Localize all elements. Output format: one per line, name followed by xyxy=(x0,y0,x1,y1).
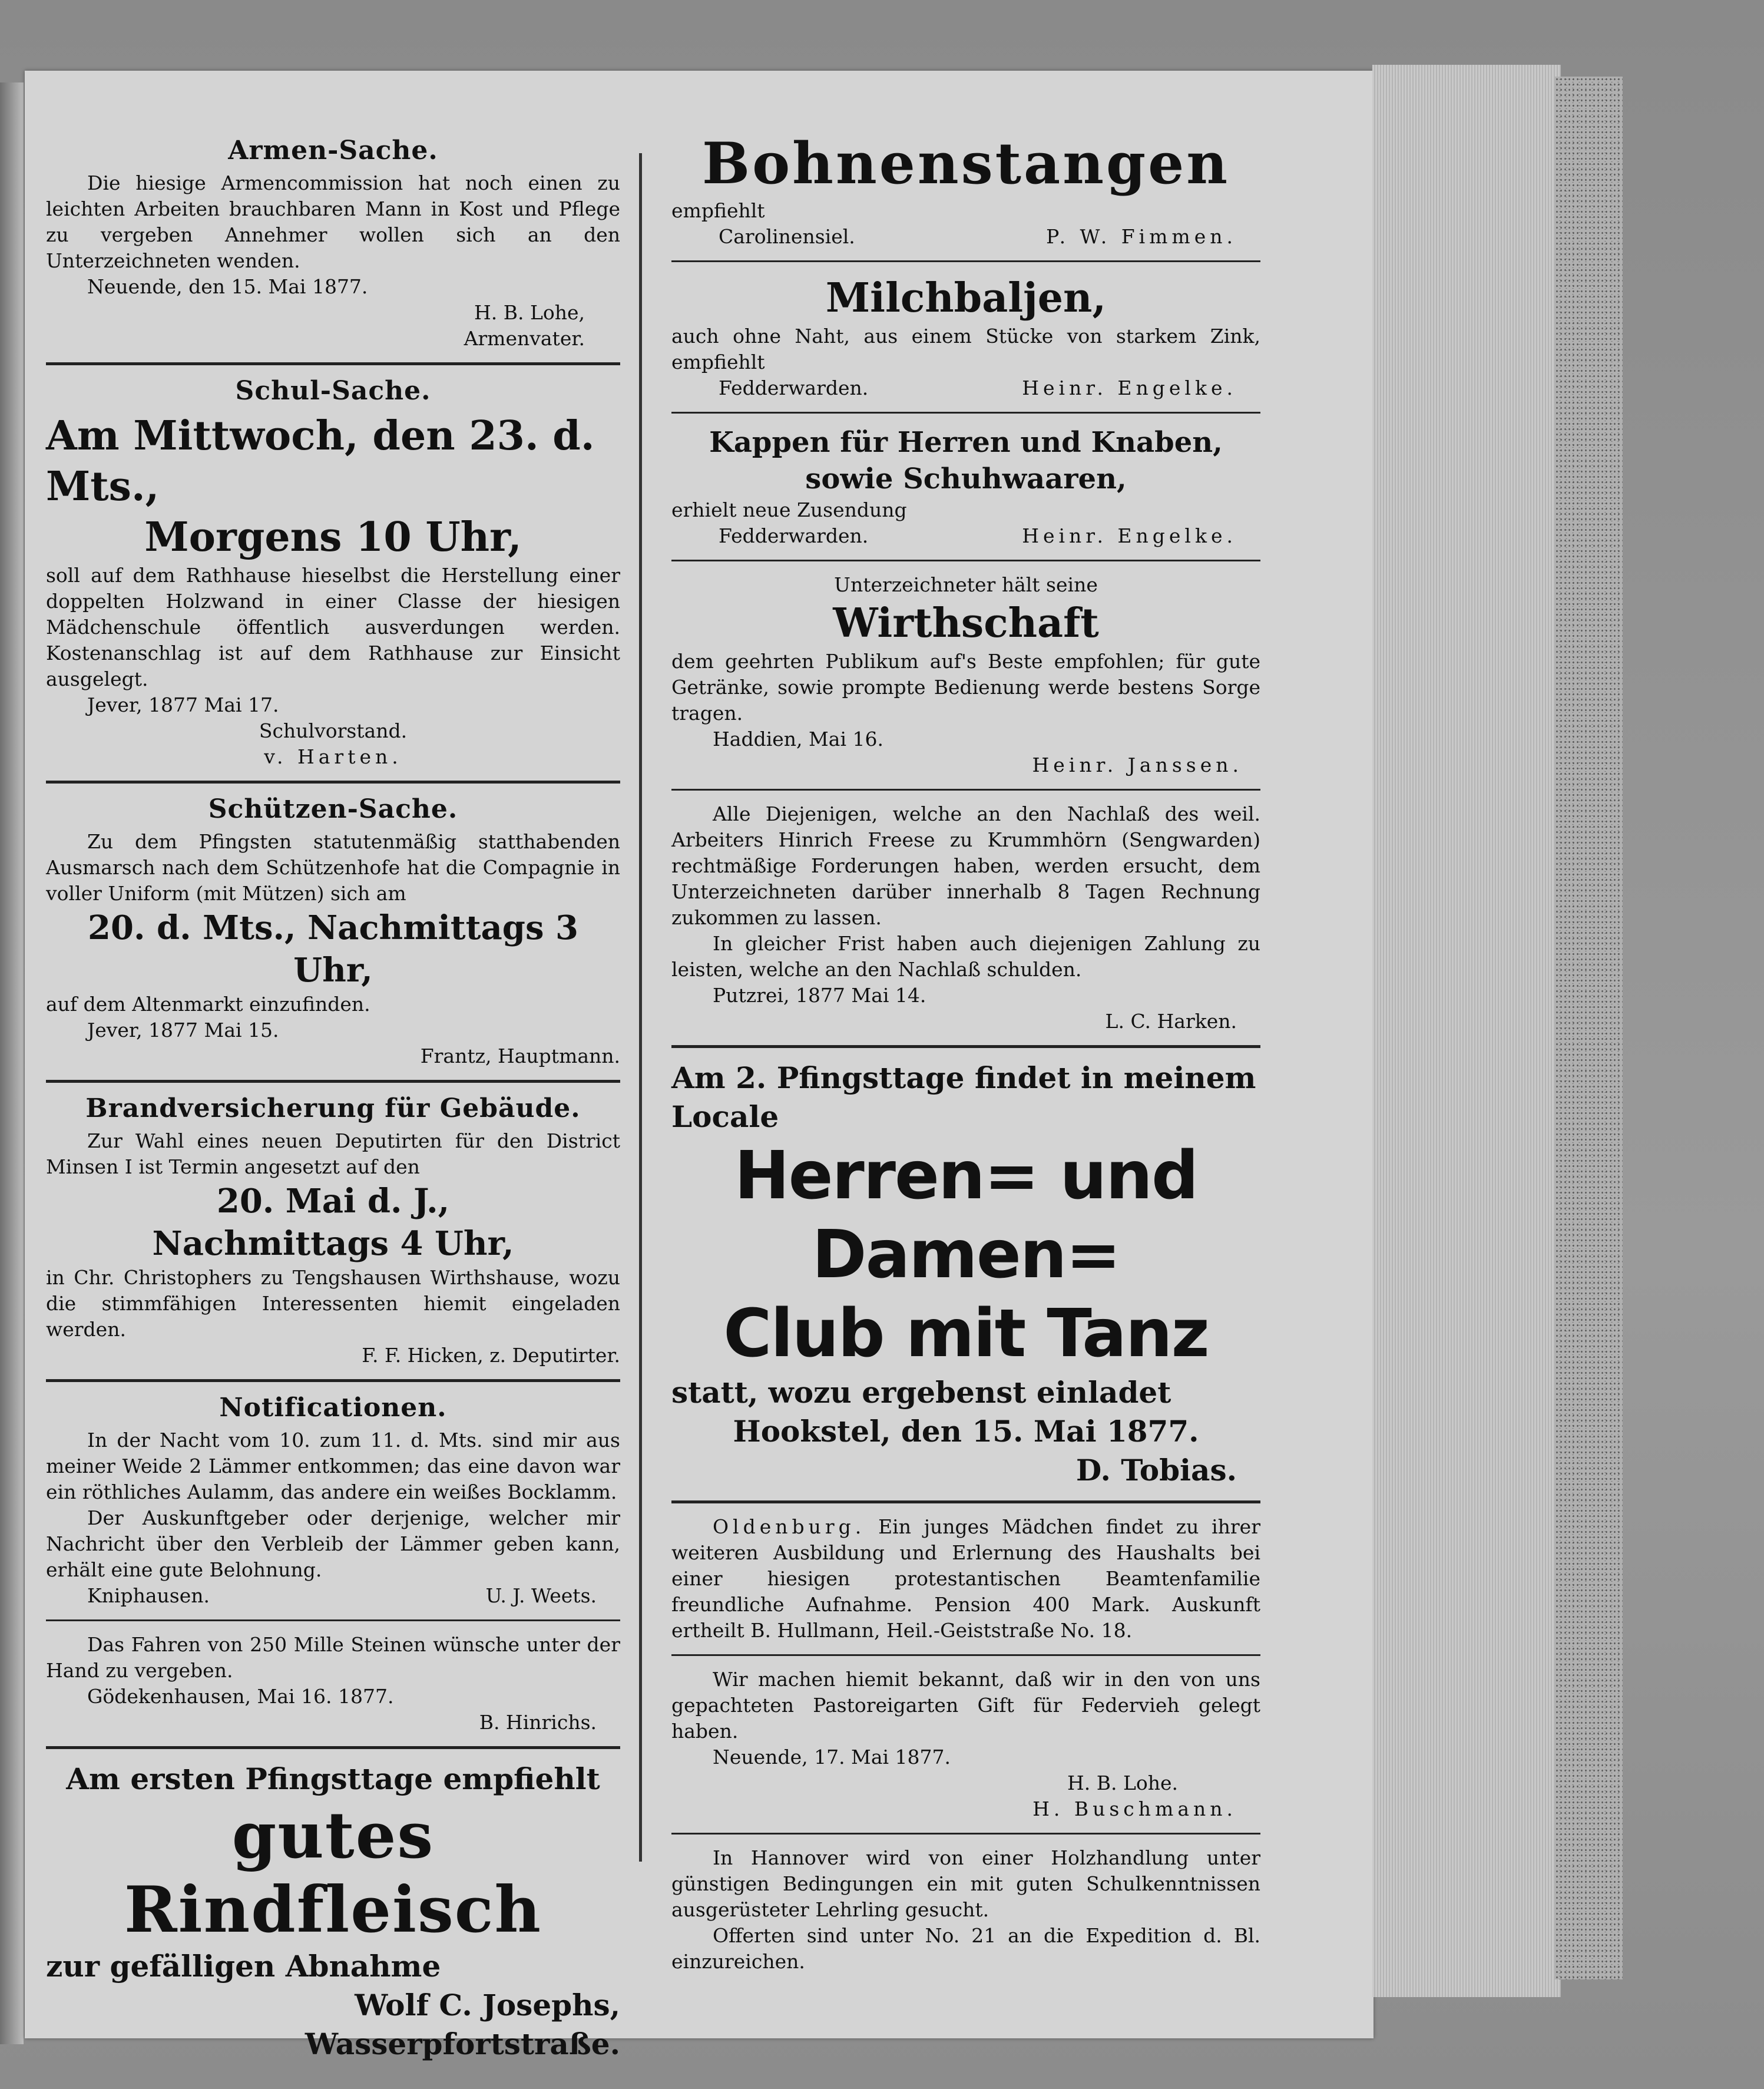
ad-line: Am 2. Pfingsttage findet in meinem Locale xyxy=(671,1060,1256,1134)
ad-wirthschaft xyxy=(671,572,1260,778)
ad-headline: sowie Schuhwaaren, xyxy=(805,462,1127,495)
ad-body: In Hannover wird von einer Holzhandlung unter günstigen Bedingungen ein mit guten Schulkenntnissen ausgerüsteter Lehrling gesucht. xyxy=(671,1846,1260,1921)
ad-signer: B. Hinrichs. xyxy=(479,1711,597,1734)
ad-body: in Chr. Christophers zu Tengshausen Wirthshause, wozu die stimmfähigen Interessenten hiemit eingeladen werden. xyxy=(46,1266,620,1341)
rule xyxy=(46,1619,620,1621)
rule xyxy=(46,1080,620,1083)
ad-signer: Heinr. Engelke. xyxy=(1022,524,1237,547)
ad-body: Zur Wahl eines neuen Deputirten für den District Minsen I ist Termin angesetzt auf den xyxy=(46,1129,620,1178)
ad-place: Fedderwarden. xyxy=(719,376,869,399)
ad-place-date: Neuende, 17. Mai 1877. xyxy=(713,1746,951,1769)
ad-body: soll auf dem Rathhause hieselbst die Herstellung einer doppelten Holzwand in einer Classe der hiesigen Mädchenschule öffentlich ausverdungen werden. Kostenanschlag ist auf dem Rathhause zur Einsicht ausgelegt. xyxy=(46,564,620,690)
ad-signature-line xyxy=(46,1583,620,1609)
ad-body: In der Nacht vom 10. zum 11. d. Mts. sind mir aus meiner Weide 2 Lämmer entkommen; das eine davon war ein röthliches Aulamm, das andere ein weißes Bocklamm. xyxy=(46,1429,620,1503)
ad-body: Die hiesige Armencommission hat noch einen zu leichten Arbeiten brauchbaren Mann in Kost und Pflege zu vergeben Annehmer wollen sich an den Unterzeichneten wenden. xyxy=(46,171,620,272)
previous-page-edge xyxy=(0,82,24,2044)
ad-place-date: Neuende, den 15. Mai 1877. xyxy=(87,275,368,298)
ad-place-date: Gödekenhausen, Mai 16. 1877. xyxy=(87,1685,394,1708)
rule xyxy=(46,781,620,784)
ad-signer: F. F. Hicken, z. Deputirter. xyxy=(362,1344,620,1367)
ad-line: statt, wozu ergebenst einladet xyxy=(671,1375,1171,1410)
ad-title: Brandversicherung für Gebäude. xyxy=(85,1093,581,1123)
ad-body: auch ohne Naht, aus einem Stücke von starkem Zink, empfiehlt xyxy=(671,325,1260,373)
ad-signer: v. Harten. xyxy=(264,745,402,768)
ad-schuetzen xyxy=(46,794,620,1069)
ad-place-date: Hookstel, den 15. Mai 1877. xyxy=(733,1414,1199,1449)
ad-signature-line xyxy=(671,224,1260,250)
ad-steine xyxy=(46,1632,620,1736)
ad-rindfleisch xyxy=(46,1760,620,2064)
ad-body: auf dem Altenmarkt einzufinden. xyxy=(46,993,370,1016)
ad-title: Notificationen. xyxy=(219,1393,447,1423)
ad-hannover xyxy=(671,1845,1260,1975)
rule xyxy=(46,1379,620,1382)
ad-signer-role: Armenvater. xyxy=(464,327,585,350)
ad-title: Schützen-Sache. xyxy=(208,794,458,824)
ad-body: dem geehrten Publikum auf's Beste empfohlen; für gute Getränke, sowie prompte Bedienung werde bestens Sorge tragen. xyxy=(671,650,1260,725)
rule xyxy=(671,1654,1260,1656)
ad-headline: Kappen für Herren und Knaben, xyxy=(709,426,1223,459)
ad-gift xyxy=(671,1667,1260,1822)
ad-place-date: Jever, 1877 Mai 17. xyxy=(87,693,279,716)
ad-club xyxy=(671,1059,1260,1490)
column-divider xyxy=(639,153,642,1862)
rule xyxy=(671,560,1260,561)
ad-body: Das Fahren von 250 Mille Steinen wünsche unter der Hand zu vergeben. xyxy=(46,1633,620,1682)
ad-signer-address: Wasserpfortstraße. xyxy=(305,2027,620,2061)
ad-headline: Am Mittwoch, den 23. d. Mts., xyxy=(46,412,595,510)
ad-headline: 20. Mai d. J., xyxy=(216,1182,450,1221)
right-column xyxy=(671,130,1260,1975)
ad-armen xyxy=(46,135,620,352)
rule xyxy=(671,412,1260,414)
rule xyxy=(671,1045,1260,1048)
ad-brand xyxy=(46,1093,620,1369)
ad-line: zur gefälligen Abnahme xyxy=(46,1949,441,1984)
ad-body xyxy=(671,1514,1260,1644)
ad-signer: H. B. Lohe. xyxy=(1067,1771,1178,1794)
rule xyxy=(671,260,1260,262)
rule xyxy=(46,1746,620,1749)
ad-place: Fedderwarden. xyxy=(719,524,869,547)
book-cover-edge xyxy=(1555,77,1623,1979)
ad-headline: Herren= und Damen= xyxy=(734,1138,1198,1293)
ad-headline: gutes Rindfleisch xyxy=(124,1799,542,1947)
ad-title: Milchbaljen, xyxy=(825,275,1107,322)
ad-title: Schul-Sache. xyxy=(235,376,431,406)
ad-schul xyxy=(46,376,620,770)
ad-body: Wir machen hiemit bekannt, daß wir in den von uns gepachteten Pastoreigarten Gift für Federvieh gelegt haben. xyxy=(671,1668,1260,1743)
ad-line: empfiehlt xyxy=(671,199,765,222)
ad-title: Armen-Sache. xyxy=(228,135,438,166)
ad-place: Kniphausen. xyxy=(87,1584,210,1607)
ad-signer: Frantz, Hauptmann. xyxy=(420,1044,620,1067)
ad-body: Der Auskunftgeber oder derjenige, welcher mir Nachricht über den Verbleib der Lämmer geben kann, erhält eine gute Belohnung. xyxy=(46,1506,620,1581)
ad-signature-line xyxy=(671,375,1260,401)
ad-body: Alle Diejenigen, welche an den Nachlaß des weil. Arbeiters Hinrich Freese zu Krummhörn (Sengwarden) rechtmäßige Forderungen haben, werden ersucht, dem Unterzeichneten darüber innerhalb 8 Tagen Rechnung zukommen zu lassen. xyxy=(671,802,1260,929)
rule xyxy=(671,1833,1260,1835)
ad-signature-line xyxy=(671,523,1260,549)
ad-body: In gleicher Frist haben auch diejenigen Zahlung zu leisten, welche an den Nachlaß schulden. xyxy=(671,932,1260,981)
ad-body: Offerten sind unter No. 21 an die Expedition d. Bl. einzureichen. xyxy=(671,1924,1260,1973)
ad-headline: Club mit Tanz xyxy=(723,1295,1209,1372)
rule xyxy=(46,362,620,365)
ad-title: Bohnenstangen xyxy=(701,130,1230,197)
ad-signer-role: Schulvorstand. xyxy=(259,719,408,742)
ad-signer: Heinr. Engelke. xyxy=(1022,376,1237,399)
rule xyxy=(671,789,1260,791)
ad-signer: H. B. Lohe, xyxy=(474,301,585,324)
ad-signer: Heinr. Janssen. xyxy=(1032,753,1243,776)
ad-signer: U. J. Weets. xyxy=(485,1584,597,1607)
ad-headline: Morgens 10 Uhr, xyxy=(144,514,522,561)
ad-notif xyxy=(46,1393,620,1609)
ad-signer: H. Buschmann. xyxy=(1032,1797,1237,1820)
ad-place: Carolinensiel. xyxy=(719,225,855,248)
ad-body: erhielt neue Zusendung xyxy=(671,498,907,521)
ad-kappen xyxy=(671,424,1260,549)
ad-place-date: Jever, 1877 Mai 15. xyxy=(87,1019,279,1042)
ad-milchbaljen xyxy=(671,273,1260,401)
ad-lead: Oldenburg. xyxy=(713,1515,866,1538)
ad-place-date: Putzrei, 1877 Mai 14. xyxy=(713,984,926,1007)
rule xyxy=(671,1500,1260,1503)
ad-oldenburg xyxy=(671,1514,1260,1644)
ad-signer: D. Tobias. xyxy=(1075,1453,1237,1488)
book-page-edges xyxy=(1372,65,1561,1997)
ad-body-text: Ein junges Mädchen findet zu ihrer weiteren Ausbildung und Erlernung des Haushalts bei einer hiesigen protestantischen Beamtenfamilie freundliche Aufnahme. Pension 400 Mark. Auskunft ertheilt B. Hullmann, Heil.-Geiststraße No. 18. xyxy=(671,1515,1260,1642)
ad-headline: 20. d. Mts., Nachmittags 3 Uhr, xyxy=(88,908,578,990)
ad-nachlass xyxy=(671,801,1260,1034)
ad-line: Unterzeichneter hält seine xyxy=(834,573,1098,596)
ad-signer: Wolf C. Josephs, xyxy=(355,1988,620,2022)
ad-signer: L. C. Harken. xyxy=(1105,1010,1237,1033)
ad-body: Zu dem Pfingsten statutenmäßig statthabenden Ausmarsch nach dem Schützenhofe hat die Compagnie in voller Uniform (mit Mützen) sich am xyxy=(46,830,620,905)
ad-line: Am ersten Pfingsttage empfiehlt xyxy=(66,1761,600,1796)
ad-headline: Nachmittags 4 Uhr, xyxy=(152,1224,514,1263)
left-column xyxy=(46,135,620,2064)
ad-signer: P. W. Fimmen. xyxy=(1046,225,1237,248)
ad-bohnenstangen xyxy=(671,130,1260,250)
ad-title: Wirthschaft xyxy=(833,600,1099,647)
ad-place-date: Haddien, Mai 16. xyxy=(713,728,884,751)
